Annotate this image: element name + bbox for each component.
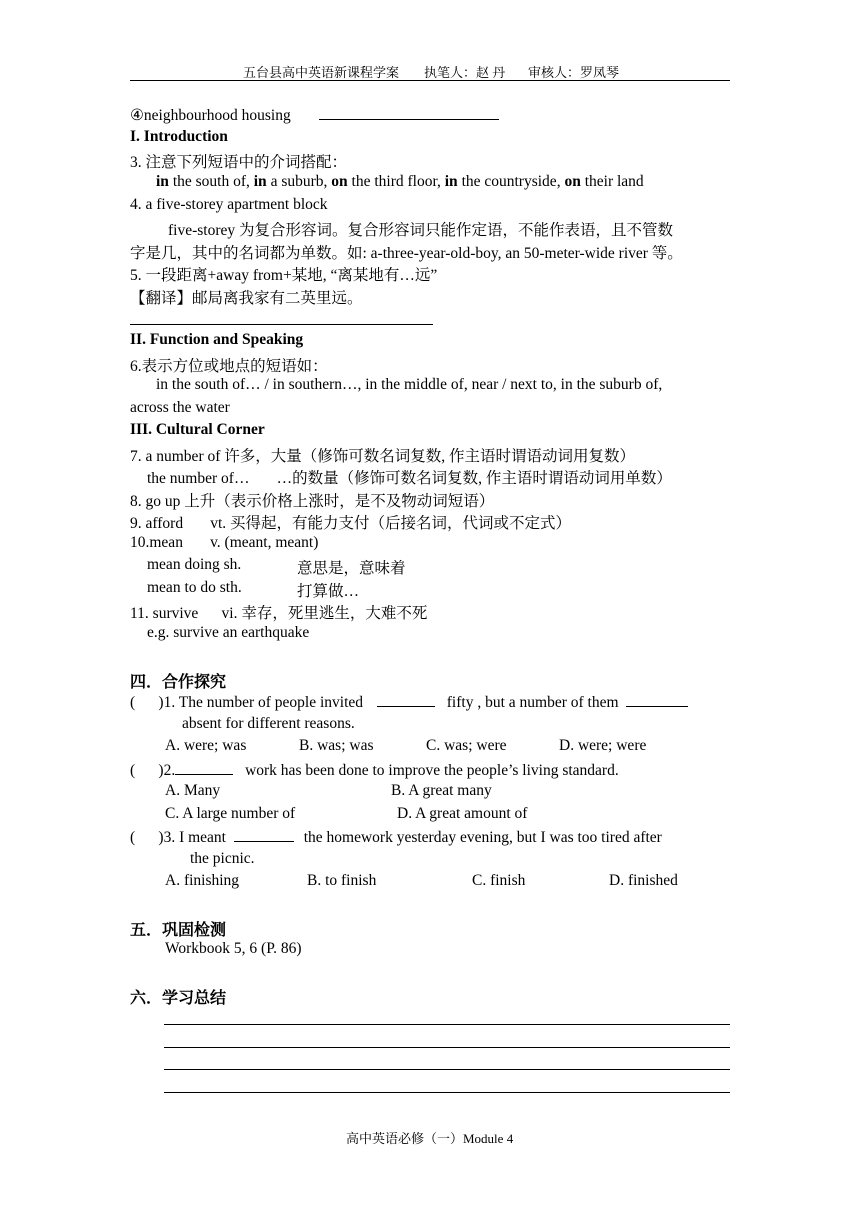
introduction-heading: I. Introduction: [130, 128, 228, 145]
section-4-heading: 四．合作探究: [130, 674, 227, 691]
item-9: 9. afford vt. 买得起，有能力支付（后接名词，代词或不定式）: [130, 515, 572, 532]
q2-option-a[interactable]: A. Many: [165, 782, 221, 799]
item-4-line-1: five-storey 为复合形容词。复合形容词只能作定语，不能作表语，且不管数: [168, 222, 674, 239]
item-11-example: e.g. survive an earthquake: [147, 624, 310, 641]
item-3-phrases: in the south of, in a suburb, on the third floor, in the countryside, on their land: [156, 173, 644, 190]
item-10: 10.mean v. (meant, meant): [130, 534, 319, 551]
q3-blank[interactable]: [234, 827, 294, 842]
q2-option-c[interactable]: C. A large number of: [165, 805, 296, 822]
item-6-line-2: across the water: [130, 399, 230, 416]
item-10-usage-2: mean to do sth.: [147, 579, 242, 596]
q1-option-b[interactable]: B. was; was: [299, 737, 374, 754]
item-5-translate: 【翻译】邮局离我家有二英里远。: [130, 290, 363, 307]
answer-blank[interactable]: [319, 105, 499, 120]
item-4-line-2: 字是几，其中的名词都为单数。如: a-three-year-old-boy, an 50-meter-wide river 等。: [130, 245, 683, 262]
item-7-line-1: 7. a number of 许多，大量（修饰可数名词复数, 作主语时谓语动词用复数）: [130, 448, 636, 465]
header-title: 五台县高中英语新课程学案: [243, 65, 400, 80]
section-5-heading: 五．巩固检测: [130, 922, 227, 939]
q1-option-a[interactable]: A. were; was: [165, 737, 247, 754]
question-2: ( )2. work has been done to improve the people’s living standard.: [130, 762, 619, 779]
question-3-continuation: the picnic.: [190, 850, 255, 867]
item-5-title: 5. 一段距离+away from+某地, “离某地有…远”: [130, 267, 438, 284]
question-1: ( )1. The number of people invited fifty , but a number of them: [130, 692, 688, 712]
header-writer: 执笔人：赵 丹: [424, 65, 506, 80]
q3-option-b[interactable]: B. to finish: [307, 872, 377, 889]
item-6-title: 6.表示方位或地点的短语如：: [130, 358, 328, 375]
item-10-meaning-1: 意思是，意味着: [297, 560, 406, 577]
q3-option-a[interactable]: A. finishing: [165, 872, 240, 889]
item-11: 11. survive vi. 幸存，死里逃生，大难不死: [130, 605, 428, 622]
cultural-corner-heading: III. Cultural Corner: [130, 421, 265, 438]
item-10-meaning-2: 打算做…: [297, 583, 360, 600]
summary-line-3[interactable]: [164, 1069, 730, 1070]
q1-blank-2[interactable]: [626, 692, 688, 707]
function-speaking-heading: II. Function and Speaking: [130, 331, 304, 348]
question-1-continuation: absent for different reasons.: [182, 715, 355, 732]
item-4-title: 4. a five-storey apartment block: [130, 196, 328, 213]
summary-line-1[interactable]: [164, 1024, 730, 1025]
item-8: 8. go up 上升（表示价格上涨时，是不及物动词短语）: [130, 493, 495, 510]
section-6-heading: 六．学习总结: [130, 990, 227, 1007]
header-rule: [130, 80, 730, 81]
footer-text: 高中英语必修（一）Module 4: [346, 1131, 514, 1146]
summary-line-4[interactable]: [164, 1092, 730, 1093]
q1-option-d[interactable]: D. were; were: [559, 737, 647, 754]
q2-blank[interactable]: [175, 760, 233, 775]
workbook-reference: Workbook 5, 6 (P. 86): [165, 940, 302, 957]
q1-blank-1[interactable]: [377, 692, 435, 707]
item-7-line-2: the number of… …的数量（修饰可数名词复数, 作主语时谓语动词用单数）: [147, 470, 672, 487]
header-reviewer: 审核人：罗凤琴: [528, 65, 620, 80]
q1-option-c[interactable]: C. was; were: [426, 737, 507, 754]
q3-option-c[interactable]: C. finish: [472, 872, 526, 889]
question-3: ( )3. I meant the homework yesterday evening, but I was too tired after: [130, 829, 662, 846]
q3-option-d[interactable]: D. finished: [609, 872, 678, 889]
item-10-usage-1: mean doing sh.: [147, 556, 242, 573]
housing-line: ④neighbourhood housing: [130, 105, 499, 125]
summary-line-2[interactable]: [164, 1047, 730, 1048]
translation-answer-line[interactable]: [130, 324, 433, 325]
q2-option-d[interactable]: D. A great amount of: [397, 805, 528, 822]
item-6-line-1: in the south of… / in southern…, in the middle of, near / next to, in the suburb of,: [156, 376, 663, 393]
q2-option-b[interactable]: B. A great many: [391, 782, 492, 799]
item-3-title: 3. 注意下列短语中的介词搭配：: [130, 154, 348, 171]
